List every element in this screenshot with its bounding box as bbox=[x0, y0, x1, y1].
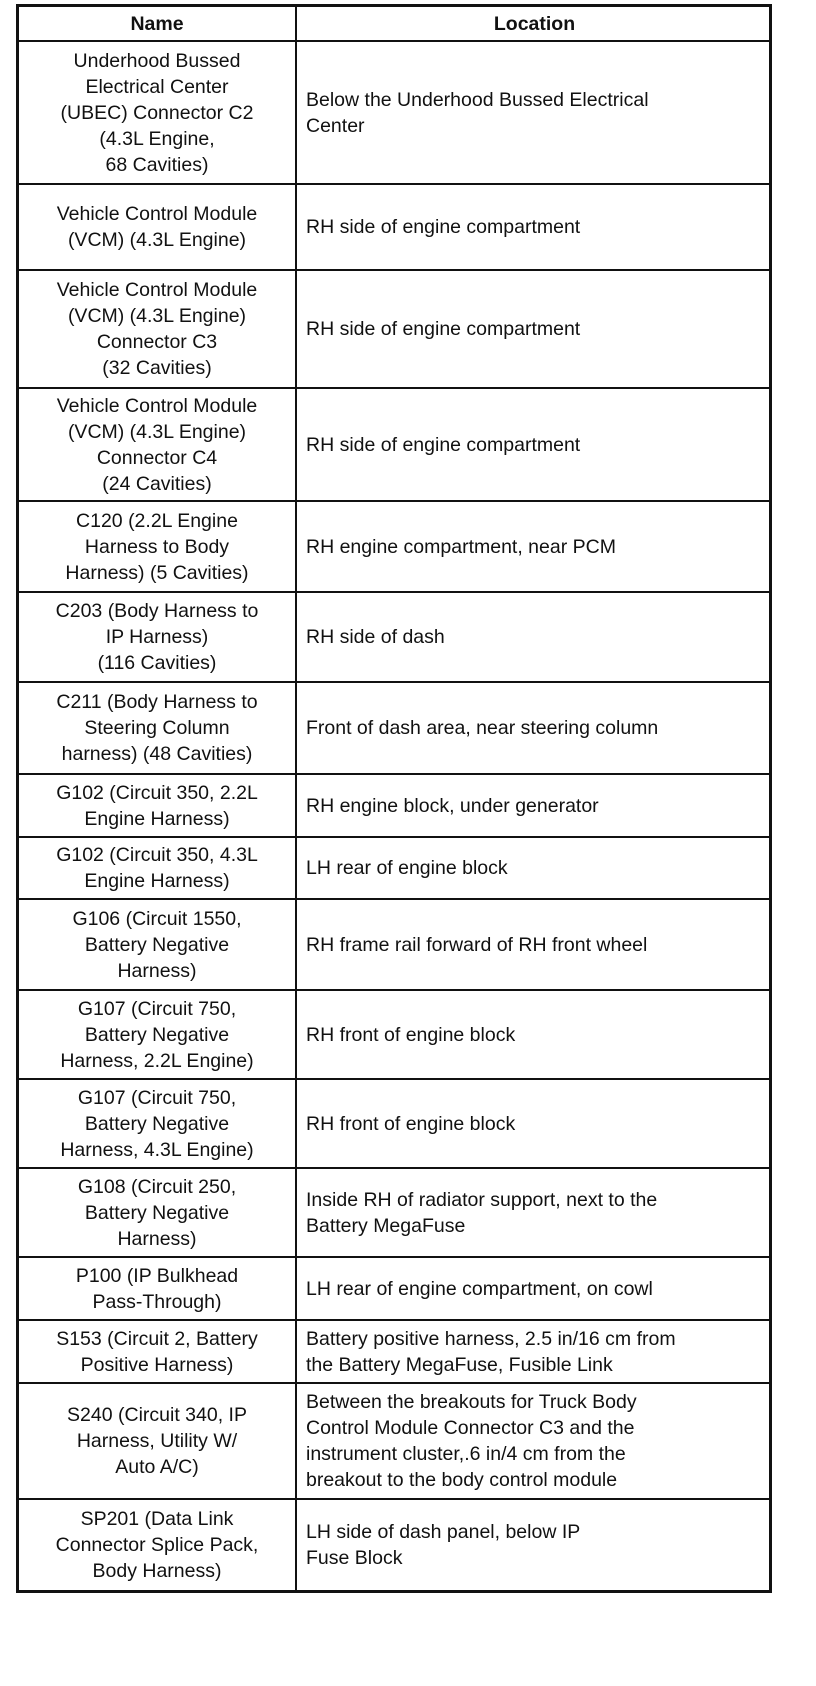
row-name: G106 (Circuit 1550, Battery Negative Harness) bbox=[19, 900, 297, 989]
row-location: RH engine block, under generator bbox=[306, 794, 599, 817]
row-location: RH side of engine compartment bbox=[306, 216, 581, 238]
row-name: Vehicle Control Module (VCM) (4.3L Engine) Connector C4 (24 Cavities) bbox=[19, 389, 297, 500]
row-location: RH engine compartment, near PCM bbox=[306, 535, 616, 558]
table-row bbox=[19, 898, 769, 989]
row-name: Vehicle Control Module (VCM) (4.3L Engine) bbox=[19, 185, 297, 269]
table-row bbox=[19, 1498, 769, 1590]
column-header-name: Name bbox=[19, 7, 297, 40]
row-name: S153 (Circuit 2, Battery Positive Harness) bbox=[19, 1321, 297, 1382]
row-location: RH frame rail forward of RH front wheel bbox=[306, 933, 648, 956]
row-location: RH front of engine block bbox=[306, 1112, 516, 1135]
table-row bbox=[19, 1078, 769, 1167]
row-location: Inside RH of radiator support, next to the Battery MegaFuse bbox=[306, 1188, 658, 1237]
row-location: Between the breakouts for Truck Body Control Module Connector C3 and the instrument cluster,.6 in/4 cm from the breakout to the body control module bbox=[306, 1391, 637, 1491]
table-header-row bbox=[19, 7, 769, 40]
table-row bbox=[19, 1167, 769, 1256]
table-row bbox=[19, 500, 769, 591]
table-row bbox=[19, 387, 769, 500]
table-row bbox=[19, 269, 769, 387]
row-name: Underhood Bussed Electrical Center (UBEC) Connector C2 (4.3L Engine, 68 Cavities) bbox=[19, 42, 297, 183]
column-header-location: Location bbox=[493, 12, 576, 35]
row-location: LH rear of engine compartment, on cowl bbox=[306, 1277, 653, 1300]
table-row bbox=[19, 591, 769, 681]
row-location: RH side of engine compartment bbox=[306, 318, 581, 340]
table-row bbox=[19, 681, 769, 773]
row-location: Front of dash area, near steering column bbox=[306, 717, 659, 739]
row-name: G102 (Circuit 350, 2.2L Engine Harness) bbox=[19, 775, 297, 836]
table-row bbox=[19, 1256, 769, 1319]
row-location: Battery positive harness, 2.5 in/16 cm from the Battery MegaFuse, Fusible Link bbox=[306, 1327, 676, 1376]
row-location: RH side of engine compartment bbox=[306, 433, 581, 456]
row-name: C203 (Body Harness to IP Harness) (116 Cavities) bbox=[19, 593, 297, 681]
table-row bbox=[19, 1319, 769, 1382]
table-row bbox=[19, 1382, 769, 1498]
row-name: G107 (Circuit 750, Battery Negative Harness, 2.2L Engine) bbox=[19, 991, 297, 1078]
row-name: C211 (Body Harness to Steering Column harness) (48 Cavities) bbox=[19, 683, 297, 773]
table-row bbox=[19, 183, 769, 269]
row-name: G108 (Circuit 250, Battery Negative Harness) bbox=[19, 1169, 297, 1256]
row-location: LH rear of engine block bbox=[306, 857, 508, 879]
row-location: Below the Underhood Bussed Electrical Center bbox=[306, 88, 649, 137]
row-name: G107 (Circuit 750, Battery Negative Harness, 4.3L Engine) bbox=[19, 1080, 297, 1167]
connector-location-table bbox=[16, 4, 772, 1593]
table-row bbox=[19, 989, 769, 1078]
row-name: S240 (Circuit 340, IP Harness, Utility W/ Auto A/C) bbox=[19, 1384, 297, 1498]
row-location: RH side of dash bbox=[306, 626, 445, 648]
table-row bbox=[19, 773, 769, 836]
row-name: Vehicle Control Module (VCM) (4.3L Engine) Connector C3 (32 Cavities) bbox=[19, 271, 297, 387]
table-row bbox=[19, 836, 769, 898]
row-name: P100 (IP Bulkhead Pass-Through) bbox=[19, 1258, 297, 1319]
table-row bbox=[19, 40, 769, 183]
row-name: C120 (2.2L Engine Harness to Body Harness) (5 Cavities) bbox=[19, 502, 297, 591]
row-location: RH front of engine block bbox=[306, 1023, 516, 1046]
row-location: LH side of dash panel, below IP Fuse Block bbox=[306, 1521, 581, 1569]
row-name: G102 (Circuit 350, 4.3L Engine Harness) bbox=[19, 838, 297, 898]
row-name: SP201 (Data Link Connector Splice Pack, Body Harness) bbox=[19, 1500, 297, 1590]
